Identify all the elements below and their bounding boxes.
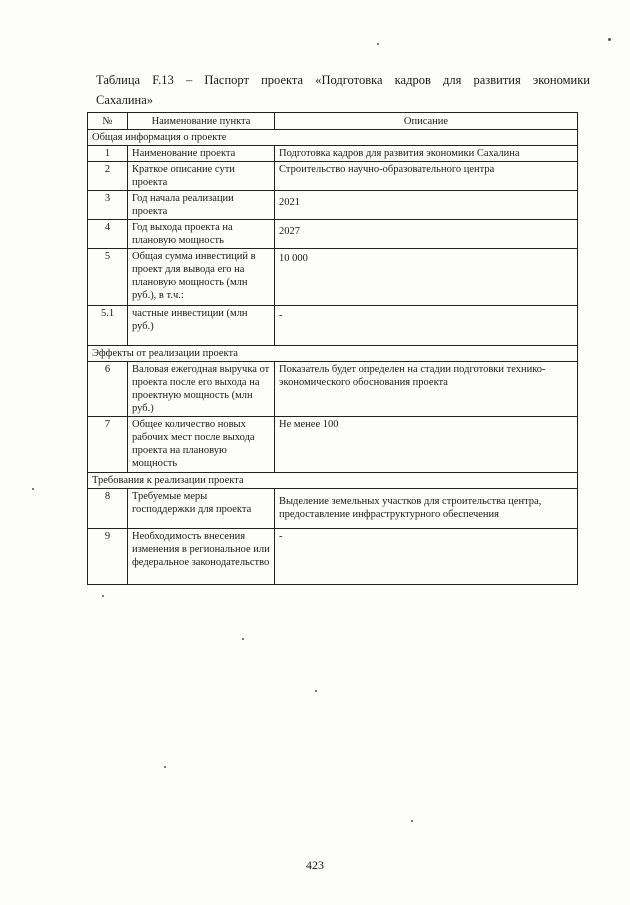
scan-speck (242, 638, 244, 640)
row-number: 8 (88, 489, 128, 529)
row-number: 5 (88, 249, 128, 306)
table-row (88, 306, 578, 346)
row-item-name: Краткое описание сути проекта (128, 162, 275, 191)
row-number: 7 (88, 417, 128, 473)
section-effects: Эффекты от реализации проекта (88, 346, 578, 362)
row-number: 1 (88, 146, 128, 162)
row-item-name: Требуемые меры господдержки для проекта (128, 489, 275, 529)
table-row (88, 362, 578, 417)
row-item-name: Общее количество новых рабочих мест после выхода проекта на плановую мощность (128, 417, 275, 473)
table-row (88, 417, 578, 473)
row-number: 5.1 (88, 306, 128, 346)
row-description: 2027 (275, 220, 578, 249)
row-number: 9 (88, 529, 128, 585)
header-number: № (88, 113, 128, 130)
row-item-name: Валовая ежегодная выручка от проекта после его выхода на проектную мощность (млн руб.) (128, 362, 275, 417)
row-number: 4 (88, 220, 128, 249)
row-item-name: Общая сумма инвестиций в проект для вывода его на плановую мощность (млн руб.), в т.ч.: (128, 249, 275, 306)
scan-speck (315, 690, 317, 692)
row-description: Подготовка кадров для развития экономики Сахалина (275, 146, 578, 162)
row-description: Не менее 100 (275, 417, 578, 473)
table-row (88, 220, 578, 249)
scan-speck (164, 766, 166, 768)
row-number: 3 (88, 191, 128, 220)
table-caption: Таблица F.13 – Паспорт проекта «Подготовка кадров для развития экономики (96, 73, 590, 87)
table-row (88, 146, 578, 162)
row-description: 10 000 (275, 249, 578, 306)
table-row (88, 249, 578, 306)
scan-speck (377, 43, 379, 45)
section-row (88, 130, 578, 146)
table-header-row (88, 113, 578, 130)
header-item-name: Наименование пункта (128, 113, 275, 130)
row-item-name: Наименование проекта (128, 146, 275, 162)
page-number: 423 (306, 858, 324, 872)
row-item-name: Год выхода проекта на плановую мощность (128, 220, 275, 249)
section-row (88, 346, 578, 362)
table-row (88, 529, 578, 585)
scan-speck (411, 820, 413, 822)
row-description: Строительство научно-образовательного центра (275, 162, 578, 191)
table-caption-continued: Сахалина» (96, 93, 154, 107)
row-item-name: Необходимость внесения изменения в региональное или федеральное законодательство (128, 529, 275, 585)
table-row (88, 162, 578, 191)
section-requirements: Требования к реализации проекта (88, 473, 578, 489)
row-item-name: Год начала реализации проекта (128, 191, 275, 220)
row-description: Выделение земельных участков для строительства центра, предоставление инфраструктурного обеспечения (275, 489, 578, 529)
table-row (88, 489, 578, 529)
row-number: 6 (88, 362, 128, 417)
row-description: 2021 (275, 191, 578, 220)
project-passport-table (87, 112, 578, 585)
section-row (88, 473, 578, 489)
scan-speck (608, 38, 611, 41)
scan-speck (32, 488, 34, 490)
scan-speck (102, 595, 104, 597)
row-description: Показатель будет определен на стадии подготовки технико-экономического обоснования проекта (275, 362, 578, 417)
row-description: - (275, 529, 578, 585)
row-description: - (275, 306, 578, 346)
row-number: 2 (88, 162, 128, 191)
section-general: Общая информация о проекте (88, 130, 578, 146)
table-row (88, 191, 578, 220)
row-item-name: частные инвестиции (млн руб.) (128, 306, 275, 346)
header-description: Описание (275, 113, 578, 130)
